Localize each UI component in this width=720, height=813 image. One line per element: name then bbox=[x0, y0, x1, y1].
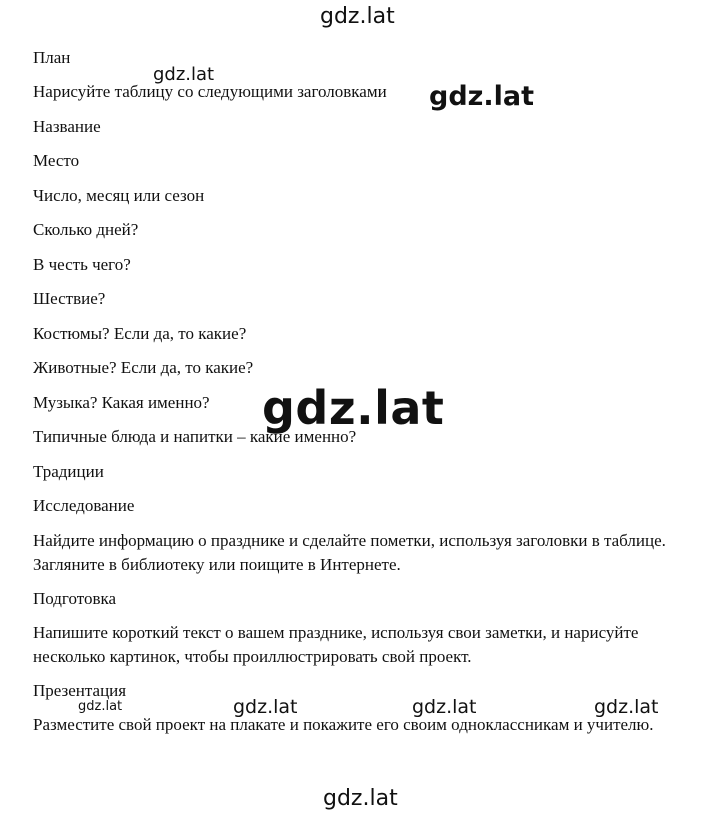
heading-presentation: Презентация bbox=[33, 681, 127, 700]
watermark-row-1: gdz.lat bbox=[233, 696, 298, 718]
watermark-center: gdz.lat bbox=[262, 381, 445, 435]
heading-plan: План bbox=[33, 48, 71, 67]
heading-preparation: Подготовка bbox=[33, 589, 117, 608]
watermark-bottom: gdz.lat bbox=[323, 786, 398, 811]
paragraph-presentation: Разместите свой проект на плакате и покажите его своим одноклассникам и учителю. bbox=[33, 715, 654, 734]
heading-research: Исследование bbox=[33, 496, 135, 515]
watermark-row-3: gdz.lat bbox=[594, 696, 659, 718]
watermark-bold: gdz.lat bbox=[429, 81, 535, 112]
paragraph-preparation: Напишите короткий текст о вашем празднике, используя свои заметки, и нарисуйте несколько картинок, чтобы проиллюстрировать свой проект. bbox=[33, 623, 639, 666]
table-header-food: Типичные блюда и напитки – какие именно? bbox=[33, 427, 357, 446]
table-header-date: Число, месяц или сезон bbox=[33, 186, 205, 205]
table-header-parade: Шествие? bbox=[33, 289, 106, 308]
watermark-small: gdz.lat bbox=[153, 64, 215, 85]
watermark-top: gdz.lat bbox=[320, 4, 395, 29]
instruction-table: Нарисуйте таблицу со следующими заголовками bbox=[33, 82, 387, 101]
table-header-days: Сколько дней? bbox=[33, 220, 139, 239]
table-header-traditions: Традиции bbox=[33, 462, 104, 481]
table-header-animals: Животные? Если да, то какие? bbox=[33, 358, 254, 377]
table-header-name: Название bbox=[33, 117, 101, 136]
table-header-costumes: Костюмы? Если да, то какие? bbox=[33, 324, 247, 343]
table-header-reason: В честь чего? bbox=[33, 255, 131, 274]
table-header-place: Место bbox=[33, 151, 80, 170]
watermark-tiny: gdz.lat bbox=[78, 699, 123, 714]
table-header-music: Музыка? Какая именно? bbox=[33, 393, 210, 412]
paragraph-research: Найдите информацию о празднике и сделайте пометки, используя заголовки в таблице. Загляните в библиотеку или поищите в Интернете. bbox=[33, 531, 666, 574]
watermark-row-2: gdz.lat bbox=[412, 696, 477, 718]
